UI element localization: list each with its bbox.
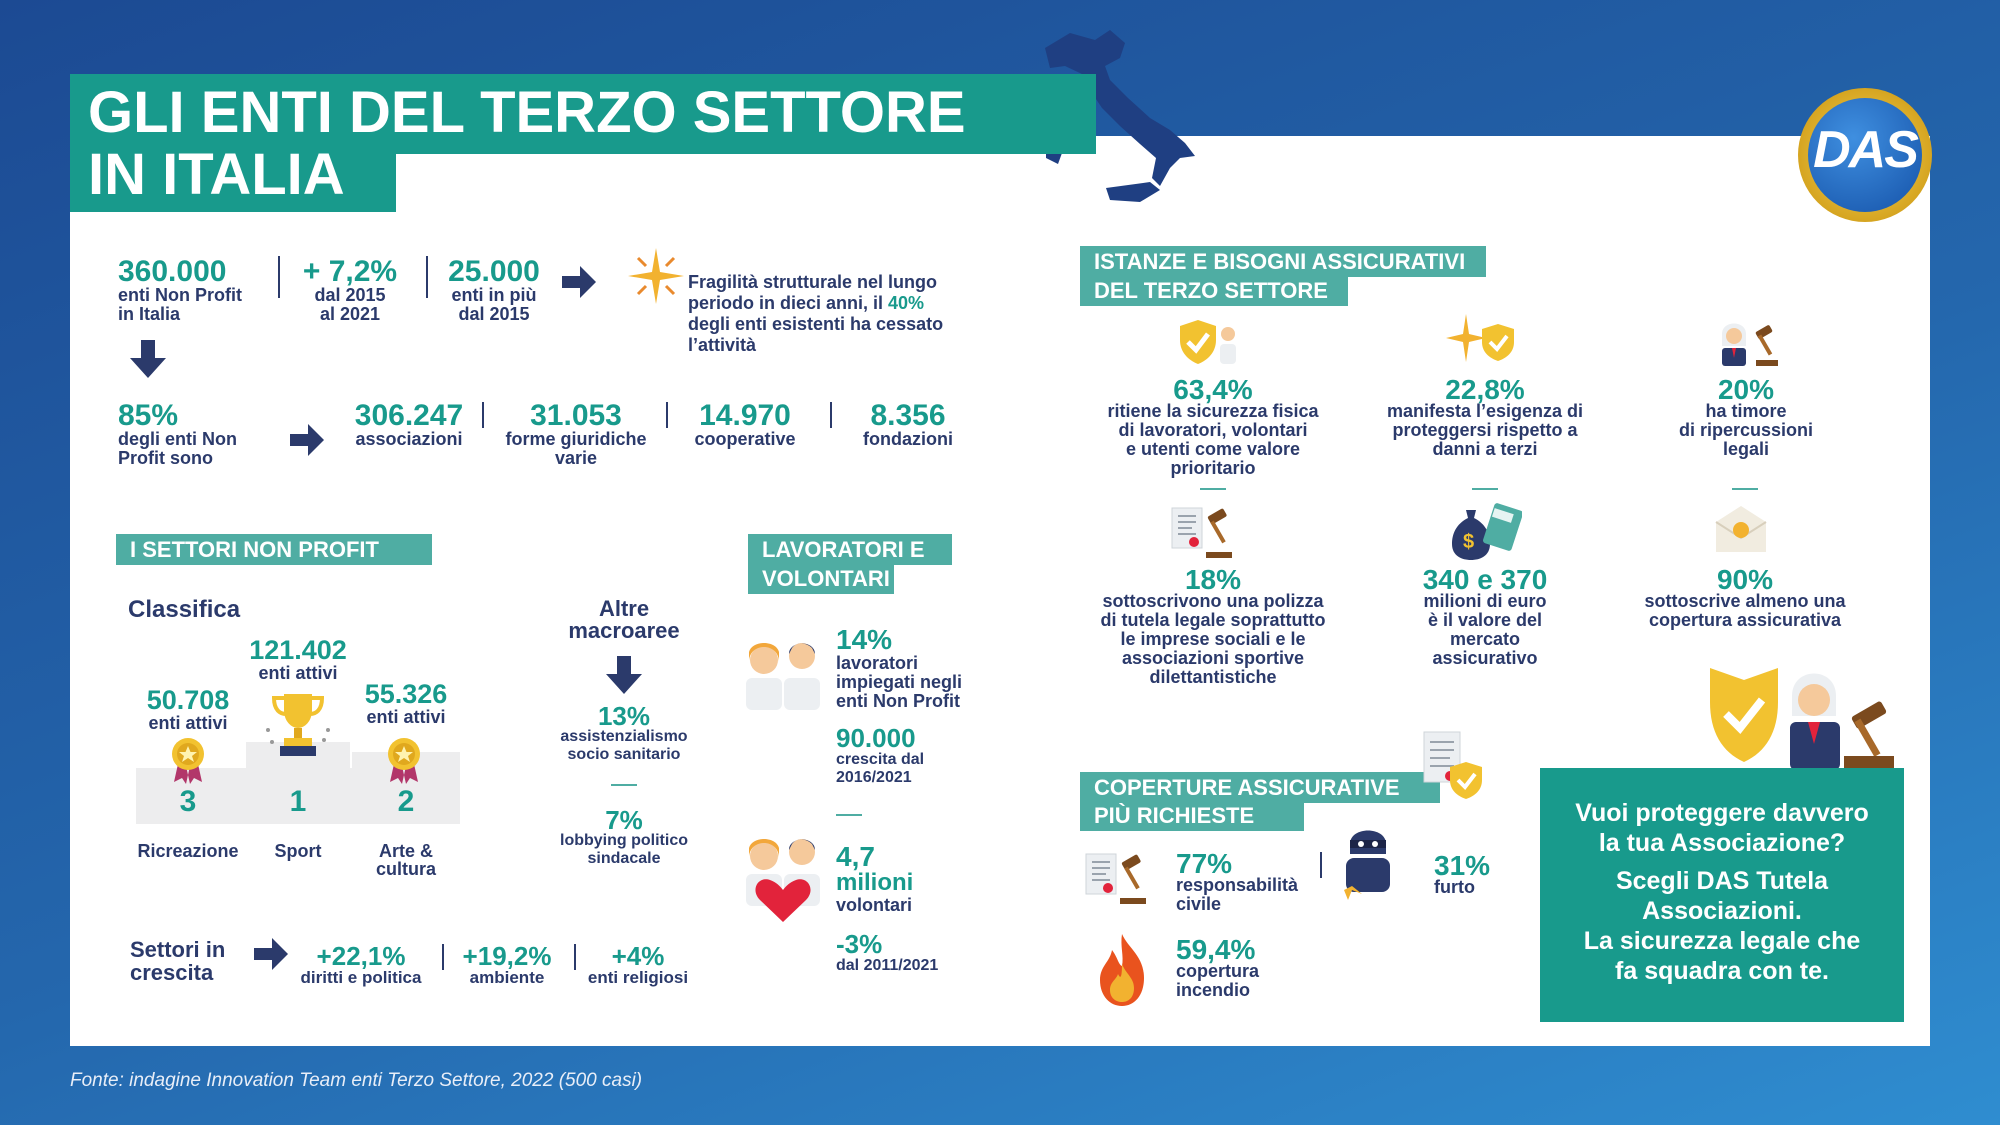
medal-icon bbox=[384, 736, 424, 784]
coverage-value: 31% bbox=[1434, 850, 1491, 881]
podium-1-unit: enti attivi bbox=[258, 663, 338, 683]
need-label: è il valore del bbox=[1427, 610, 1543, 630]
medal-icon bbox=[168, 736, 208, 784]
type-label: forme giuridiche bbox=[505, 429, 647, 449]
need-label: assicurativo bbox=[1432, 648, 1538, 668]
growth-title: Settori in bbox=[130, 937, 226, 962]
separator bbox=[1200, 488, 1226, 490]
divider bbox=[278, 256, 280, 298]
separator bbox=[1472, 488, 1498, 490]
coverages-tag-2: PIÙ RICHIESTE bbox=[1080, 800, 1304, 831]
divider bbox=[1320, 852, 1322, 878]
coverage-label-2: civile bbox=[1176, 894, 1222, 914]
shield-check-icon bbox=[1176, 318, 1240, 368]
sparkle-icon bbox=[624, 244, 688, 308]
growth-sector-value: +22,1% bbox=[316, 941, 406, 971]
need-value: 20% bbox=[1717, 374, 1775, 405]
coverage-label: responsabilità bbox=[1176, 875, 1299, 895]
cta-line-6: fa squadra con te. bbox=[1615, 957, 1829, 985]
fire-icon bbox=[1092, 930, 1154, 1010]
need-label: le imprese sociali e le bbox=[1120, 629, 1306, 649]
podium-3-unit: enti attivi bbox=[148, 713, 228, 733]
judge-icon bbox=[1704, 660, 1914, 770]
arrow-right-icon bbox=[290, 420, 326, 460]
more-value: 25.000 bbox=[448, 255, 540, 288]
type-label: fondazioni bbox=[863, 429, 953, 449]
arrow-down-icon bbox=[128, 340, 168, 380]
total-label: enti Non Profit bbox=[118, 285, 242, 305]
coverage-label: furto bbox=[1434, 877, 1475, 897]
separator bbox=[611, 784, 637, 786]
source-note: Fonte: indagine Innovation Team enti Terzo Settore, 2022 (500 casi) bbox=[70, 1070, 643, 1091]
sparkle-shield-icon bbox=[1446, 310, 1520, 370]
ranking-title: Classifica bbox=[128, 596, 241, 623]
more-label-2: dal 2015 bbox=[458, 304, 530, 324]
coverages-tag: COPERTURE ASSICURATIVE bbox=[1080, 772, 1440, 803]
share-label: degli enti Non bbox=[118, 429, 237, 449]
podium-3-name: Ricreazione bbox=[137, 841, 239, 861]
cta-line-5: La sicurezza legale che bbox=[1583, 927, 1861, 955]
workers-label-3: enti Non Profit bbox=[836, 691, 960, 711]
growth-label-2: al 2021 bbox=[319, 304, 381, 324]
thief-icon bbox=[1330, 820, 1406, 908]
podium-2-value: 55.326 bbox=[364, 679, 448, 709]
podium-1-rank: 1 bbox=[289, 785, 307, 818]
podium-3-value: 50.708 bbox=[146, 685, 230, 715]
need-label: dilettantistiche bbox=[1149, 667, 1277, 687]
podium-2-rank: 2 bbox=[397, 785, 415, 818]
growth-sector-label: diritti e politica bbox=[300, 968, 422, 987]
fragility-line-2: periodo in dieci anni, il 40% bbox=[688, 293, 925, 313]
coverage-value: 77% bbox=[1176, 848, 1233, 879]
more-label: enti in più bbox=[451, 285, 537, 305]
arrow-down-icon bbox=[604, 656, 644, 696]
need-label: sottoscrive almeno una bbox=[1644, 591, 1846, 611]
arrow-right-icon bbox=[562, 262, 598, 302]
sectors-tag: I SETTORI NON PROFIT bbox=[116, 534, 432, 565]
cta-line-4: Associazioni. bbox=[1642, 897, 1802, 925]
need-label: e utenti come valore bbox=[1125, 439, 1301, 459]
need-label: milioni di euro bbox=[1423, 591, 1547, 611]
need-value: 340 e 370 bbox=[1422, 564, 1548, 595]
need-label: di ripercussioni bbox=[1678, 420, 1814, 440]
podium-1-name: Sport bbox=[274, 841, 322, 861]
divider bbox=[426, 256, 428, 298]
volunteers-value: 4,7 bbox=[836, 841, 875, 872]
volunteers-period: dal 2011/2021 bbox=[836, 957, 939, 974]
need-value: 90% bbox=[1716, 564, 1774, 595]
volunteers-label: volontari bbox=[836, 895, 913, 915]
share-label-2: Profit sono bbox=[118, 448, 213, 468]
coverage-label: copertura bbox=[1176, 961, 1260, 981]
need-label: mercato bbox=[1449, 629, 1521, 649]
total-value: 360.000 bbox=[118, 255, 227, 288]
growth-sector-value: +4% bbox=[611, 941, 665, 971]
page-title: GLI ENTI DEL TERZO SETTORE bbox=[88, 80, 966, 145]
type-label: cooperative bbox=[694, 429, 796, 449]
workers-label: lavoratori bbox=[836, 653, 919, 673]
workers-growth-label-2: 2016/2021 bbox=[836, 769, 912, 786]
divider bbox=[574, 944, 576, 970]
other-value: 7% bbox=[605, 805, 643, 835]
need-value: 22,8% bbox=[1445, 374, 1525, 405]
document-shield-icon bbox=[1420, 728, 1488, 804]
need-label: ritiene la sicurezza fisica bbox=[1107, 401, 1319, 421]
divider bbox=[482, 402, 484, 428]
type-value: 31.053 bbox=[530, 399, 622, 432]
fragility-line-4: l’attività bbox=[688, 335, 757, 355]
need-label: di lavoratori, volontari bbox=[1118, 420, 1308, 440]
workers-number: 90.000 bbox=[836, 723, 916, 753]
share-value: 85% bbox=[118, 399, 179, 432]
fragility-line-1: Fragilità strutturale nel lungo bbox=[688, 272, 938, 292]
heart-icon bbox=[744, 828, 822, 924]
volunteers-value-2: milioni bbox=[836, 869, 914, 896]
podium-3-rank: 3 bbox=[179, 785, 197, 818]
money-bag-icon bbox=[1448, 500, 1522, 562]
growth-title-2: crescita bbox=[130, 960, 214, 985]
envelope-icon bbox=[1710, 502, 1772, 558]
document-gavel-icon bbox=[1082, 850, 1158, 908]
growth-sector-label: ambiente bbox=[469, 968, 545, 987]
need-label: sottoscrivono una polizza bbox=[1102, 591, 1324, 611]
workers-tag-2: VOLONTARI bbox=[748, 563, 894, 594]
podium-2-name-2: cultura bbox=[375, 859, 436, 879]
fragility-line-3: degli enti esistenti ha cessato bbox=[688, 314, 944, 334]
divider bbox=[442, 944, 444, 970]
coverage-value: 59,4% bbox=[1176, 934, 1256, 965]
coverage-label-2: incendio bbox=[1176, 980, 1251, 1000]
other-label: assistenzialismo bbox=[560, 728, 688, 745]
other-label: lobbying politico bbox=[560, 832, 688, 849]
needs-tag: ISTANZE E BISOGNI ASSICURATIVI bbox=[1080, 246, 1486, 277]
need-label: proteggersi rispetto a bbox=[1392, 420, 1578, 440]
need-label: associazioni sportive bbox=[1121, 648, 1305, 668]
need-label: ha timore bbox=[1705, 401, 1787, 421]
growth-label: dal 2015 bbox=[314, 285, 386, 305]
need-value: 63,4% bbox=[1173, 374, 1253, 405]
page-title-line-2: IN ITALIA bbox=[88, 142, 345, 207]
need-value: 18% bbox=[1184, 564, 1242, 595]
cta-line-1: Vuoi proteggere davvero bbox=[1575, 799, 1869, 827]
workers-pct: 14% bbox=[836, 624, 893, 655]
separator bbox=[1732, 488, 1758, 490]
need-label: di tutela legale soprattutto bbox=[1100, 610, 1326, 630]
cta-line-3: Scegli DAS Tutela bbox=[1615, 867, 1829, 895]
type-value: 14.970 bbox=[699, 399, 791, 432]
das-logo-text: DAS bbox=[1813, 121, 1917, 179]
cta-line-2: la tua Associazione? bbox=[1598, 829, 1846, 857]
volunteers-change: -3% bbox=[836, 929, 883, 959]
das-logo-icon bbox=[1798, 88, 1932, 222]
growth-sector-value: +19,2% bbox=[462, 941, 552, 971]
other-value: 13% bbox=[597, 701, 651, 731]
need-label: manifesta l’esigenza di bbox=[1386, 401, 1584, 421]
arrow-right-icon bbox=[254, 934, 290, 974]
other-title: Altre bbox=[598, 596, 650, 621]
need-label: prioritario bbox=[1170, 458, 1256, 478]
need-label: legali bbox=[1722, 439, 1770, 459]
podium-2-name: Arte & bbox=[378, 841, 433, 861]
podium-2-unit: enti attivi bbox=[366, 707, 446, 727]
other-title-2: macroaree bbox=[568, 618, 680, 643]
cta-box[interactable] bbox=[1540, 768, 1904, 1022]
need-label: copertura assicurativa bbox=[1648, 610, 1842, 630]
need-label: danni a terzi bbox=[1432, 439, 1538, 459]
workers-growth-label: crescita dal bbox=[836, 751, 925, 768]
other-label-2: sindacale bbox=[587, 850, 661, 867]
needs-tag-2: DEL TERZO SETTORE bbox=[1080, 275, 1348, 306]
type-value: 306.247 bbox=[354, 399, 464, 432]
workers-tag: LAVORATORI E bbox=[748, 534, 952, 565]
judge-icon bbox=[1716, 316, 1786, 368]
fragility-pct: 40% bbox=[888, 293, 925, 313]
trophy-icon bbox=[262, 690, 334, 760]
type-label: associazioni bbox=[355, 429, 463, 449]
podium-1-value: 121.402 bbox=[249, 635, 347, 665]
separator bbox=[836, 814, 862, 816]
divider bbox=[830, 402, 832, 428]
people-icon bbox=[744, 632, 822, 710]
document-gavel-icon bbox=[1168, 504, 1244, 560]
svg-text:$: $ bbox=[1463, 531, 1475, 553]
workers-label-2: impiegati negli bbox=[836, 672, 963, 692]
type-label-2: varie bbox=[554, 448, 598, 468]
growth-value: + 7,2% bbox=[302, 255, 398, 288]
other-label-2: socio sanitario bbox=[567, 746, 681, 763]
type-value: 8.356 bbox=[870, 399, 946, 432]
divider bbox=[666, 402, 668, 428]
growth-sector-label: enti religiosi bbox=[587, 968, 689, 987]
total-label-2: in Italia bbox=[118, 304, 181, 324]
